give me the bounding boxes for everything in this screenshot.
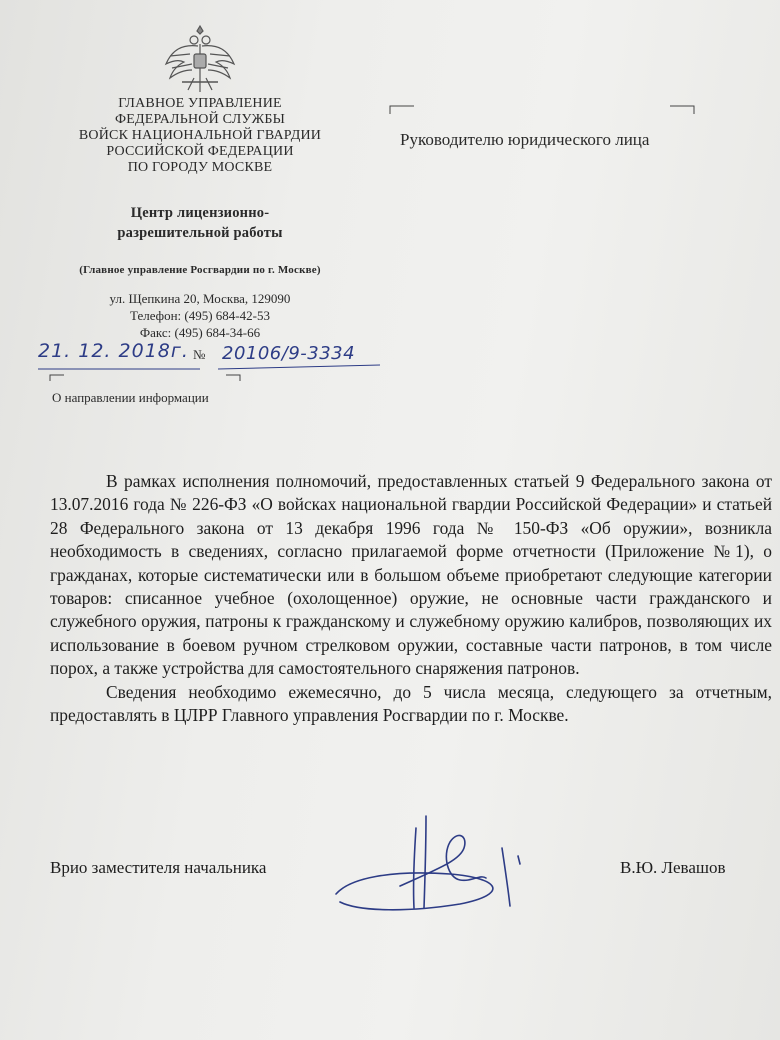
handwritten-date: 21. 12. 2018г. [38,340,189,362]
letter-subject: О направлении информации [52,390,209,405]
department-line: Центр лицензионно- [130,205,270,221]
registration-lines [30,355,400,395]
fax: Факс: (495) 684-34-66 [139,325,261,340]
handwritten-outgoing-number: 20106/9-3334 [222,343,356,364]
body-paragraph: В рамках исполнения полномочий, предоставленных статьей 9 Федерального закона от 13.07.2016 года № 226-ФЗ «О войсках национальной гвардии Российской Федерации» и статьей 28 Федерального закона от 13 декабря 1996 года № 150-ФЗ «Об оружии», возникла необходимость в сведениях, согласно прилагаемой форме отчетности (Приложение №1), о гражданах, которые систематически или в большом объеме приобретают следующие категории товаров: списанное учебное (охолощенное) оружие, не основные части гражданского и служебного оружия, патроны к гражданскому и служебному оружию калибров, позволяющих их использование в боевом ручном стрелковом оружии, составные части патронов, в том числе порох, а также устройства для самостоятельного снаряжения патронов. [50,471,772,679]
org-line: ВОЙСК НАЦИОНАЛЬНОЙ ГВАРДИИ [78,128,322,143]
letter-body [50,470,772,727]
department-line: разрешительной работы [117,225,283,241]
recipient: Руководителю юридического лица [400,130,650,149]
organization-name [60,96,340,176]
short-name: (Главное управление Росгвардии по г. Москве) [79,264,321,276]
phone: Телефон: (495) 684-42-53 [130,308,270,323]
org-line: ПО ГОРОДУ МОСКВЕ [127,160,273,175]
org-line: ФЕДЕРАЛЬНОЙ СЛУЖБЫ [115,112,285,127]
address: ул. Щепкина 20, Москва, 129090 [109,291,291,306]
eagle-emblem-icon [160,20,240,96]
handwritten-signature-icon [330,808,550,918]
signer-title: Врио заместителя начальника [50,858,267,877]
signer-name: В.Ю. Левашов [620,858,726,877]
recipient-corner-marks [388,100,708,130]
body-paragraph: Сведения необходимо ежемесячно, до 5 числа месяца, следующего за отчетным, предоставлять в ЦЛРР Главного управления Росгвардии по г. Москве. [50,681,772,726]
org-line: ГЛАВНОЕ УПРАВЛЕНИЕ [118,96,282,111]
number-sign: № [193,347,206,362]
org-line: РОССИЙСКОЙ ФЕДЕРАЦИИ [106,144,294,159]
department-name [60,203,340,243]
